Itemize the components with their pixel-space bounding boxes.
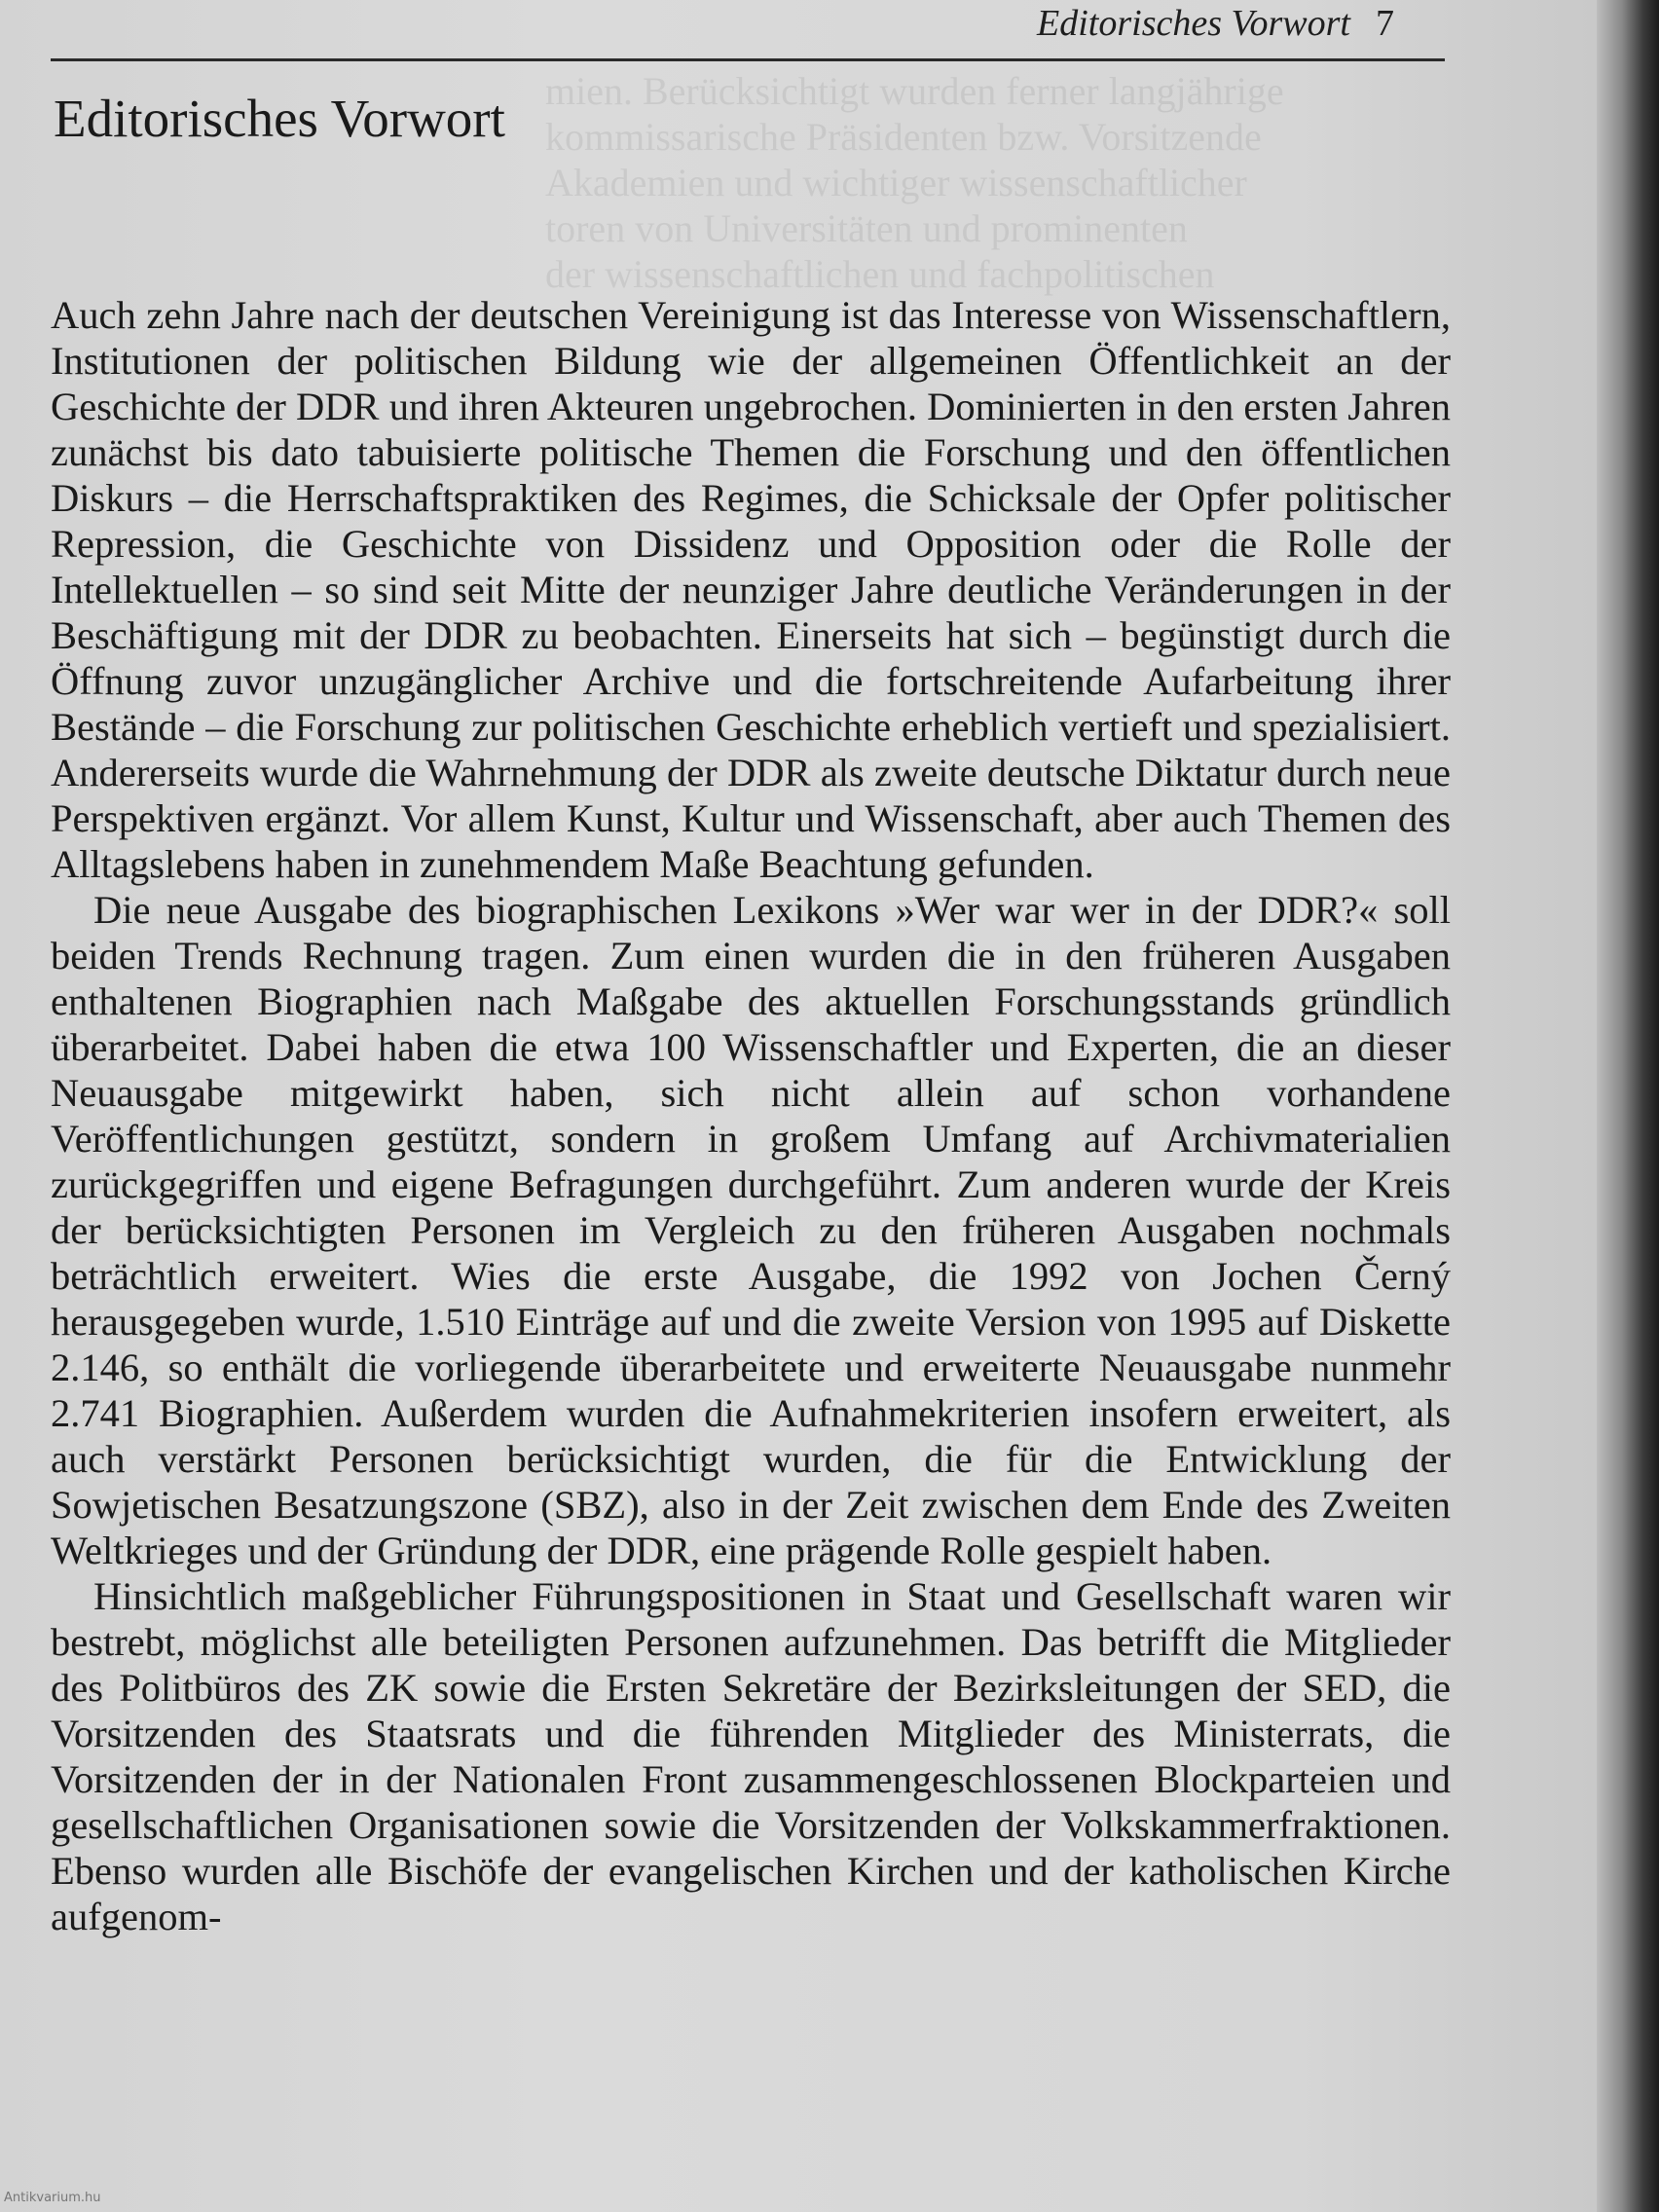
page-gutter-shadow — [1597, 0, 1659, 2212]
paragraph-1: Auch zehn Jahre nach der deutschen Vereinigung ist das Interesse von Wissenschaftlern, Institutionen der politischen Bildung wie der allgemeinen Öffentlichkeit an der Geschichte der DDR und ihren Akteuren ungebrochen. Dominierten in den ersten Jahren zunächst bis dato tabuisierte politische Themen die Forschung und den öffentlichen Diskurs – die Herrschaftspraktiken des Regimes, die Schicksale der Opfer politischer Repression, die Geschichte von Dissidenz und Opposition oder die Rolle der Intellektuellen – so sind seit Mitte der neunziger Jahre deutliche Veränderungen in der Beschäftigung mit der DDR zu beobachten. Einerseits hat sich – begünstigt durch die Öffnung zuvor unzugänglicher Archive und die fortschreitende Aufarbeitung ihrer Bestände – die Forschung zur politischen Geschichte erheblich vertieft und spezialisiert. Andererseits wurde die Wahrnehmung der DDR als zweite deutsche Diktatur durch neue Perspektiven ergänzt. Vor allem Kunst, Kultur und Wissenschaft, aber auch Themen des Alltagslebens haben in zunehmendem Maße Beachtung gefunden. — [51, 293, 1451, 886]
running-head — [1037, 2, 1394, 45]
watermark: Antikvarium.hu — [4, 2191, 101, 2205]
chapter-title: Editorisches Vorwort — [54, 89, 505, 148]
header-rule — [51, 58, 1445, 61]
body-text — [51, 292, 1451, 1939]
running-head-title: Editorisches Vorwort — [1037, 3, 1350, 44]
show-through-text: mien. Berücksichtigt wurden ferner langjährige kommissarische Präsidenten bzw. Vorsitzende Akademien und wichtiger wissenschaftlicher toren von Universitäten und prominenten der wissenschaftlichen und fachpolitischen — [545, 69, 1284, 296]
paragraph-2: Die neue Ausgabe des biographischen Lexikons »Wer war wer in der DDR?« soll beiden Trends Rechnung tragen. Zum einen wurden die in den früheren Ausgaben enthaltenen Biographien nach Maßgabe des aktuellen Forschungsstands gründlich überarbeitet. Dabei haben die etwa 100 Wissenschaftler und Experten, die an dieser Neuausgabe mitgewirkt haben, sich nicht allein auf schon vorhandene Veröffentlichungen gestützt, sondern in großem Umfang auf Archivmaterialien zurückgegriffen und eigene Befragungen durchgeführt. Zum anderen wurde der Kreis der berücksichtigten Personen im Vergleich zu den früheren Ausgaben nochmals beträchtlich erweitert. Wies die erste Ausgabe, die 1992 von Jochen Černý herausgegeben wurde, 1.510 Einträge auf und die zweite Version von 1995 auf Diskette 2.146, so enthält die vorliegende überarbeitete und erweiterte Neuausgabe nunmehr 2.741 Biographien. Außerdem wurden die Aufnahmekriterien insofern erweitert, als auch verstärkt Personen berücksichtigt wurden, die für die Entwicklung der Sowjetischen Besatzungszone (SBZ), also in der Zeit zwischen dem Ende des Zweiten Weltkrieges und der Gründung der DDR, eine prägende Rolle gespielt haben. — [51, 888, 1451, 1572]
paragraph-3: Hinsichtlich maßgeblicher Führungspositionen in Staat und Gesellschaft waren wir bestrebt, möglichst alle beteiligten Personen aufzunehmen. Das betrifft die Mitglieder des Politbüros des ZK sowie die Ersten Sekretäre der Bezirksleitungen der SED, die Vorsitzenden des Staatsrats und die führenden Mitglieder des Ministerrats, die Vorsitzenden der in der Nationalen Front zusammengeschlossenen Blockparteien und gesellschaftlichen Organisationen sowie die Vorsitzenden der Volkskammerfraktionen. Ebenso wurden alle Bischöfe der evangelischen Kirchen und der katholischen Kirche aufgenom- — [51, 1574, 1451, 1938]
page-number: 7 — [1376, 3, 1394, 44]
